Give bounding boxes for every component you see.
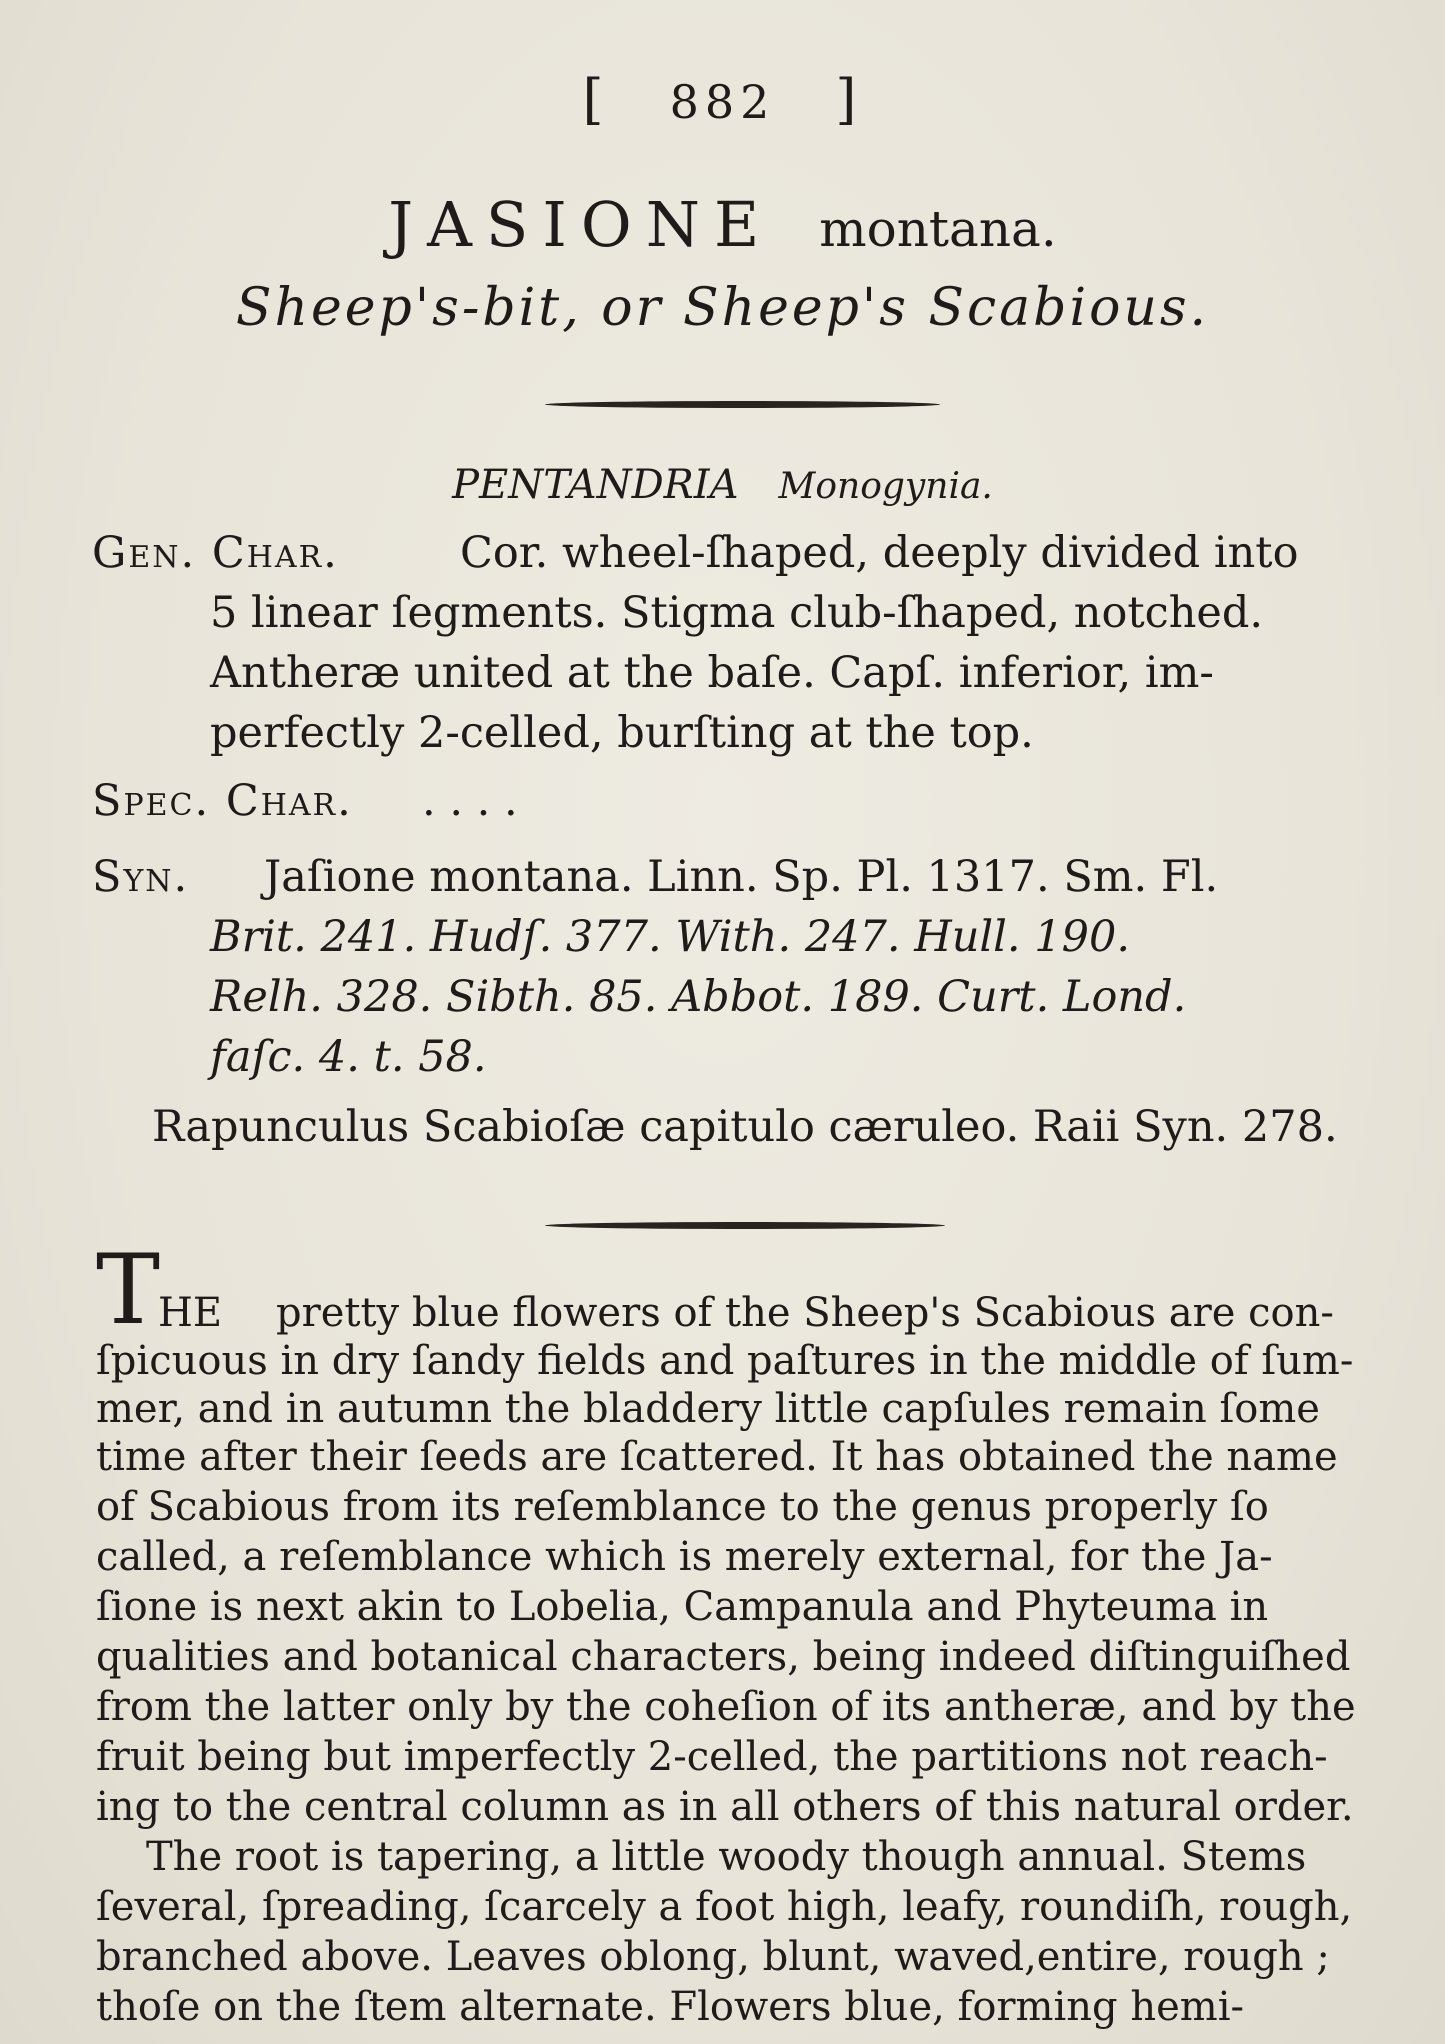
class-name: PENTANDRIA bbox=[452, 462, 739, 508]
syn-label: Syn. bbox=[92, 852, 190, 902]
body-line: fruit being but imperfectly 2-celled, the partitions not reach- bbox=[96, 1734, 1328, 1780]
body-line: ing to the central column as in all others of this natural order. bbox=[96, 1784, 1354, 1830]
drop-cap: T bbox=[96, 1234, 161, 1346]
bracket-close: ] bbox=[835, 68, 863, 131]
body-line: time after their ſeeds are ſcattered. It has obtained the name bbox=[96, 1434, 1338, 1480]
syn-line: Jaſione montana. Linn. Sp. Pl. 1317. Sm. Fl. bbox=[264, 852, 1219, 902]
syn-line: Brit. 241. Hudſ. 377. With. 247. Hull. 190. bbox=[210, 912, 1131, 962]
first-word-rest: HE bbox=[158, 1290, 223, 1336]
species-name: montana. bbox=[819, 200, 1057, 258]
order-name: Monogynia. bbox=[778, 466, 993, 507]
body-line: ſeveral, ſpreading, ſcarcely a foot high, leafy, roundiſh, rough, bbox=[96, 1884, 1353, 1930]
body-line: called, a reſemblance which is merely external, for the Ja- bbox=[96, 1534, 1273, 1580]
syn-line: faſc. 4. t. 58. bbox=[210, 1032, 487, 1082]
body-line: The root is tapering, a little woody though annual. Stems bbox=[146, 1834, 1307, 1880]
common-name: Sheep's-bit, or Sheep's Scabious. bbox=[235, 278, 1210, 338]
gen-char-line: perfectly 2-celled, burſting at the top. bbox=[210, 708, 1034, 758]
syn-line: Relh. 328. Sibth. 85. Abbot. 189. Curt. Lond. bbox=[210, 972, 1187, 1022]
page-number-value: 882 bbox=[669, 75, 776, 129]
body-line: of Scabious from its reſemblance to the genus properly ſo bbox=[96, 1484, 1269, 1530]
gen-char-line: Antheræ united at the baſe. Capſ. inferior, im- bbox=[210, 648, 1214, 698]
gen-char-line: Cor. wheel-ſhaped, deeply divided into bbox=[460, 528, 1299, 578]
body-line: mer, and in autumn the bladdery little capſules remain ſome bbox=[96, 1386, 1320, 1432]
divider-rule-bottom bbox=[545, 1222, 945, 1229]
gen-char-label: Gen. Char. bbox=[92, 528, 339, 578]
page-number bbox=[0, 68, 1445, 131]
body-line: branched above. Leaves oblong, blunt, waved,entire, rough ; bbox=[96, 1934, 1330, 1980]
body-line: pretty blue flowers of the Sheep's Scabious are con- bbox=[276, 1290, 1334, 1336]
genus-name: JASIONE bbox=[388, 188, 774, 261]
body-line: from the latter only by the coheſion of its antheræ, and by the bbox=[96, 1684, 1356, 1730]
body-line: ſione is next akin to Lobelia, Campanula and Phyteuma in bbox=[96, 1584, 1269, 1630]
syn-line: Rapunculus Scabioſæ capitulo cæruleo. Raii Syn. 278. bbox=[152, 1102, 1338, 1152]
body-line: qualities and botanical characters, being indeed diſtinguiſhed bbox=[96, 1634, 1351, 1680]
bracket-open: [ bbox=[582, 68, 610, 131]
body-line: thoſe on the ſtem alternate. Flowers blue, forming hemi- bbox=[96, 1984, 1245, 2030]
classification bbox=[0, 462, 1445, 508]
gen-char-line: 5 linear ſegments. Stigma club-ſhaped, notched. bbox=[210, 588, 1264, 638]
divider-rule-top bbox=[545, 401, 940, 408]
body-line: ſpicuous in dry ſandy fields and paſtures in the middle of ſum- bbox=[96, 1338, 1354, 1384]
spec-char-label: Spec. Char. bbox=[92, 776, 353, 826]
page-title bbox=[0, 188, 1445, 261]
spec-char-value: . . . . bbox=[422, 776, 518, 826]
